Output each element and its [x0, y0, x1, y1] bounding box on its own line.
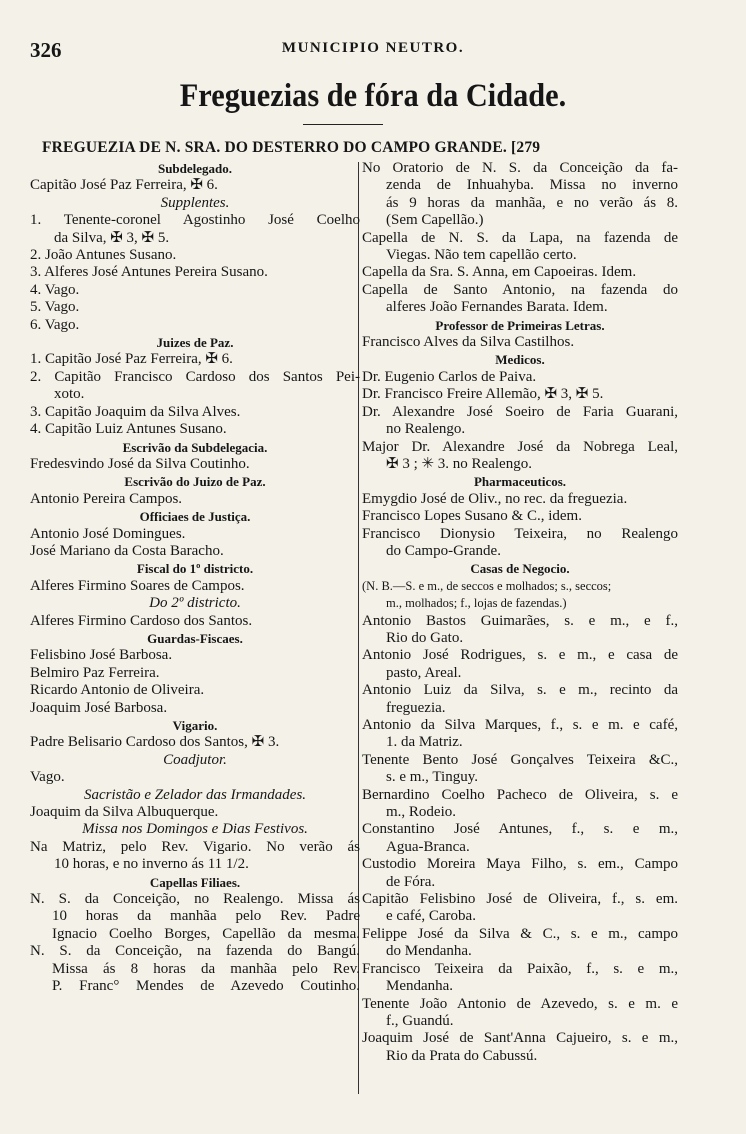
text-line: Antonio José Rodrigues, s. e m., e casa de: [362, 647, 678, 664]
text-line: Ricardo Antonio de Oliveira.: [30, 682, 205, 699]
text-line: de Fóra.: [386, 873, 436, 890]
text-line: 3. Alferes José Antunes Pereira Susano.: [30, 264, 268, 281]
subsection-heading: Professor de Primeiras Letras.: [435, 317, 605, 333]
text-line: Joaquim José de Sant'Anna Cajueiro, s. e m.,: [362, 1030, 678, 1047]
subsection-heading: Subdelegado.: [157, 161, 233, 176]
text-line: 3. Capitão Joaquim da Silva Alves.: [30, 403, 241, 420]
text-line: Constantino José Antunes, f., s. e m.,: [362, 821, 678, 838]
subsection-heading: Supplentes.: [160, 194, 230, 211]
text-line: no Realengo.: [386, 421, 466, 438]
text-line: No Oratorio de N. S. da Conceição da fa-: [362, 160, 678, 176]
text-line: ✠ 3 ; ✳ 3. no Realengo.: [386, 455, 532, 472]
text-line: freguezia.: [386, 699, 446, 716]
text-line: Tenente João Antonio de Azevedo, s. e m. e: [362, 995, 678, 1012]
text-line: do Mendanha.: [386, 943, 472, 960]
text-line: Dr. Francisco Freire Allemão, ✠ 3, ✠ 5.: [362, 386, 604, 403]
title-rule: [303, 124, 383, 125]
subsection-heading: Coadjutor.: [163, 751, 227, 768]
text-line: alferes João Fernandes Barata. Idem.: [386, 299, 608, 316]
text-line: 10 horas da manhãa pelo Rev. Padre: [52, 908, 360, 925]
text-line: f., Guandú.: [386, 1012, 454, 1029]
text-line: ás 9 horas da manhãa, e no verão ás 8.: [386, 194, 678, 211]
section-heading: FREGUEZIA DE N. SRA. DO DESTERRO DO CAMPO GRANDE. [279: [42, 139, 541, 156]
text-line: 5. Vago.: [30, 299, 80, 316]
text-line: Tenente Bento José Gonçalves Teixeira &C.,: [362, 751, 678, 768]
text-line: Felisbino José Barbosa.: [30, 647, 173, 664]
subsection-heading: Escrivão do Juizo de Paz.: [124, 474, 266, 490]
text-line: 1. da Matriz.: [386, 734, 463, 751]
text-line: 2. João Antunes Susano.: [30, 247, 177, 264]
text-line: N. S. da Conceição, na fazenda do Bangú.: [30, 943, 360, 960]
text-line: Mendanha.: [386, 978, 454, 995]
text-line: 4. Capitão Luiz Antunes Susano.: [30, 421, 227, 438]
subsection-heading: Do 2º districto.: [149, 595, 241, 612]
text-line: Francisco Lopes Susano & C., idem.: [362, 508, 582, 525]
text-line: do Campo-Grande.: [386, 542, 501, 559]
text-line: Belmiro Paz Ferreira.: [30, 664, 160, 681]
subsection-heading: Medicos.: [495, 352, 545, 368]
text-line: Rio da Prata do Cabussú.: [386, 1047, 538, 1064]
text-line: 1. Capitão José Paz Ferreira, ✠ 6.: [30, 351, 233, 368]
left-column: [30, 160, 360, 996]
text-line: Capella de N. S. da Lapa, na fazenda de: [362, 229, 678, 246]
text-line: Na Matriz, pelo Rev. Vigario. No verão ás: [30, 838, 360, 855]
page-number: 326: [30, 38, 62, 62]
running-head: MUNICIPIO NEUTRO.: [281, 40, 465, 56]
text-line: Antonio José Domingues.: [30, 525, 186, 542]
text-line: Capitão José Paz Ferreira, ✠ 6.: [30, 177, 218, 194]
subsection-heading: Capellas Filiaes.: [149, 874, 241, 890]
text-line: da Silva, ✠ 3, ✠ 5.: [54, 229, 170, 246]
text-line: s. e m., Tinguy.: [386, 769, 478, 786]
text-line: Missa ás 8 horas da manhãa pelo Rev.: [52, 960, 360, 977]
text-line: Antonio Luiz da Silva, s. e m., recinto da: [362, 682, 678, 699]
text-line: Francisco Dionysio Teixeira, no Realengo: [362, 525, 678, 542]
text-line: Major Dr. Alexandre José da Nobrega Leal,: [362, 438, 678, 455]
subsection-heading: Officiaes de Justiça.: [139, 509, 251, 525]
text-line: 10 horas, e no inverno ás 11 1/2.: [54, 856, 249, 873]
text-line: Fredesvindo José da Silva Coutinho.: [30, 455, 250, 472]
right-column: [362, 160, 678, 1065]
text-line: m., molhados; f., lojas de fazendas.): [386, 596, 567, 611]
text-line: Capella de Santo Antonio, na fazenda do: [362, 281, 678, 298]
text-line: Francisco Alves da Silva Castilhos.: [362, 334, 575, 351]
text-line: (N. B.—S. e m., de seccos e molhados; s., seccos;: [362, 578, 612, 593]
text-line: Antonio Bastos Guimarães, s. e m., e f.,: [362, 612, 678, 629]
text-line: P. Franc° Mendes de Azevedo Coutinho.: [52, 978, 360, 995]
text-line: 2. Capitão Francisco Cardoso dos Santos Pei-: [30, 368, 360, 385]
subsection-heading: Fiscal do 1º districto.: [136, 561, 254, 577]
text-line: Vago.: [30, 769, 65, 786]
text-line: José Mariano da Costa Baracho.: [30, 542, 224, 559]
text-line: 4. Vago.: [30, 281, 80, 298]
text-line: Antonio da Silva Marques, f., s. e m. e café,: [362, 717, 678, 733]
text-line: Capitão Felisbino José de Oliveira, f., s. em.: [362, 891, 678, 908]
text-line: Agua-Branca.: [386, 838, 470, 855]
subsection-heading: Guardas-Fiscaes.: [147, 630, 243, 646]
text-line: Bernardino Coelho Pacheco de Oliveira, s. e: [362, 786, 678, 803]
subsection-heading: Casas de Negocio.: [470, 561, 570, 577]
text-line: Alferes Firmino Cardoso dos Santos.: [30, 612, 253, 629]
subsection-heading: Sacristão e Zelador das Irmandades.: [83, 786, 307, 803]
text-line: zenda de Inhuahyba. Missa no inverno: [386, 177, 678, 194]
subsection-heading: Juizes de Paz.: [156, 335, 234, 351]
text-line: Dr. Alexandre José Soeiro de Faria Guarani,: [362, 403, 678, 420]
text-line: Viegas. Não tem capellão certo.: [386, 247, 577, 264]
text-line: Emygdio José de Oliv., no rec. da freguezia.: [362, 490, 628, 507]
text-line: N. S. da Conceição, no Realengo. Missa ás: [30, 891, 360, 908]
text-line: Ignacio Coelho Borges, Capellão da mesma.: [52, 925, 360, 942]
text-line: (Sem Capellão.): [386, 212, 484, 229]
text-line: Rio do Gato.: [386, 629, 464, 646]
page-title: Freguezias de fóra da Cidade.: [179, 78, 567, 114]
text-line: Antonio Pereira Campos.: [30, 490, 183, 507]
text-line: 6. Vago.: [30, 316, 80, 333]
text-line: Francisco Teixeira da Paixão, f., s. e m.,: [362, 960, 678, 977]
subsection-heading: Vigario.: [172, 718, 218, 733]
text-line: Dr. Eugenio Carlos de Paiva.: [362, 368, 537, 385]
text-line: pasto, Areal.: [386, 664, 462, 681]
text-line: e café, Caroba.: [386, 908, 476, 925]
text-line: m., Rodeio.: [386, 804, 456, 821]
subsection-heading: Missa nos Domingos e Dias Festivos.: [82, 821, 308, 838]
subsection-heading: Pharmaceuticos.: [473, 474, 567, 490]
subsection-heading: Escrivão da Subdelegacia.: [122, 439, 268, 455]
text-line: Custodio Moreira Maya Filho, s. em., Campo: [362, 856, 678, 873]
text-line: Padre Belisario Cardoso dos Santos, ✠ 3.: [30, 734, 280, 751]
text-line: Alferes Firmino Soares de Campos.: [30, 577, 245, 594]
text-line: Felippe José da Silva & C., s. e m., campo: [362, 925, 678, 942]
text-line: Joaquim da Silva Albuquerque.: [30, 804, 219, 821]
text-line: xoto.: [54, 386, 85, 403]
text-line: Joaquim José Barbosa.: [30, 699, 168, 716]
text-line: Capella da Sra. S. Anna, em Capoeiras. Idem.: [362, 264, 637, 281]
text-line: 1. Tenente-coronel Agostinho José Coelho: [30, 212, 360, 229]
